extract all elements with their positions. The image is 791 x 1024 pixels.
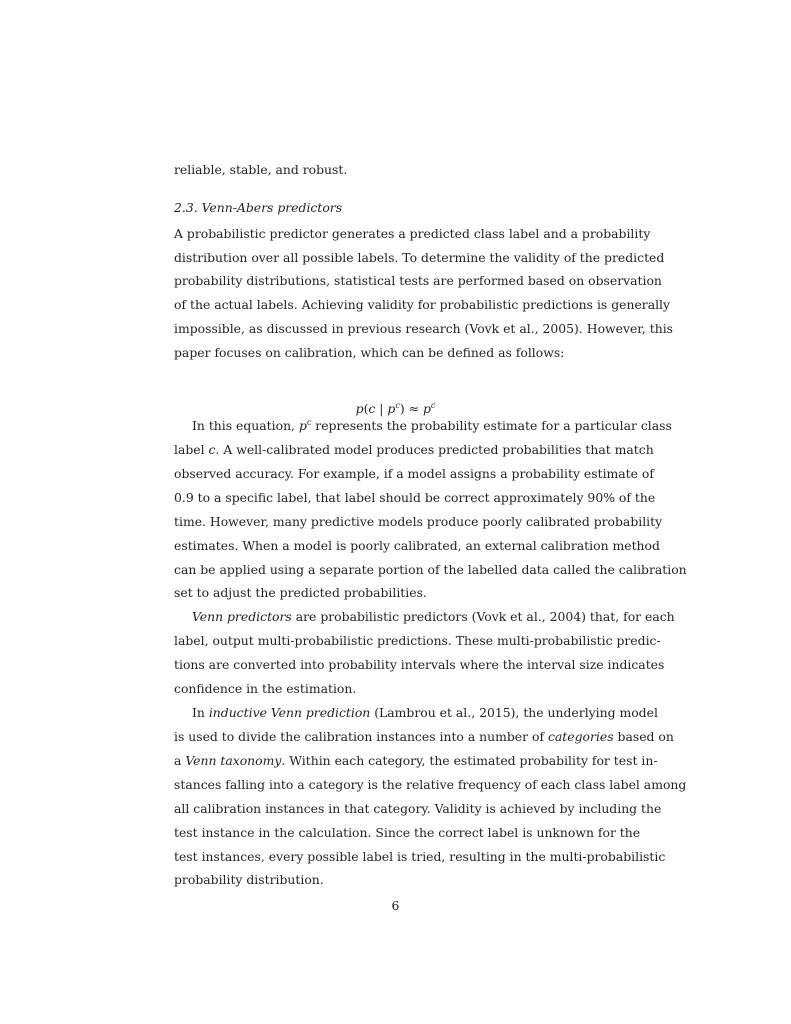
venn-line-3: tions are converted into probability intervals where the interval size indicates	[174, 657, 665, 672]
intro-line-3: probability distributions, statistical tests are performed based on observation	[174, 273, 662, 288]
venn-line-1: Venn predictors are probabilistic predictors (Vovk et al., 2004) that, for each	[192, 609, 675, 624]
previous-paragraph-tail: reliable, stable, and robust.	[174, 162, 348, 177]
intro-line-4: of the actual labels. Achieving validity for probabilistic predictions is generally	[174, 297, 671, 312]
calibration-line-6: estimates. When a model is poorly calibrated, an external calibration method	[174, 538, 660, 553]
calibration-line-3: observed accuracy. For example, if a model assigns a probability estimate of	[174, 466, 654, 481]
venn-line-2: label, output multi-probabilistic predictions. These multi-probabilistic predic-	[174, 633, 661, 648]
inductive-line-2: is used to divide the calibration instances into a number of categories based on	[174, 729, 674, 744]
inductive-line-1: In inductive Venn prediction (Lambrou et al., 2015), the underlying model	[192, 705, 658, 720]
section-number: 2.3.	[174, 200, 198, 215]
inductive-line-7: test instances, every possible label is tried, resulting in the multi-probabilistic	[174, 849, 666, 864]
calibration-line-4: 0.9 to a specific label, that label should be correct approximately 90% of the	[174, 490, 656, 505]
inductive-line-4: stances falling into a category is the relative frequency of each class label among	[174, 777, 687, 792]
calibration-line-1: In this equation, $p^c$ represents the probability estimate for a particular class	[192, 418, 672, 433]
calibration-line-2: label c. A well-calibrated model produces predicted probabilities that match	[174, 442, 654, 457]
section-heading	[174, 200, 342, 216]
calibration-line-5: time. However, many predictive models produce poorly calibrated probability	[174, 514, 663, 529]
intro-line-2: distribution over all possible labels. To determine the validity of the predicted	[174, 250, 665, 265]
intro-line-6: paper focuses on calibration, which can be defined as follows:	[174, 345, 565, 360]
inductive-line-6: test instance in the calculation. Since the correct label is unknown for the	[174, 825, 641, 840]
section-title: Venn-Abers predictors	[201, 200, 343, 215]
venn-line-4: confidence in the estimation.	[174, 681, 357, 696]
page-number: 6	[391, 898, 400, 913]
intro-line-5: impossible, as discussed in previous research (Vovk et al., 2005). However, this	[174, 321, 674, 336]
calibration-line-7: can be applied using a separate portion of the labelled data called the calibration	[174, 562, 687, 577]
calibration-line-8: set to adjust the predicted probabilities.	[174, 585, 427, 600]
calibration-equation: p(c | $p^c) \approx p^c$	[355, 401, 436, 416]
intro-line-1: A probabilistic predictor generates a predicted class label and a probability	[174, 226, 651, 241]
inductive-line-5: all calibration instances in that category. Validity is achieved by including the	[174, 801, 662, 816]
inductive-line-8: probability distribution.	[174, 872, 324, 887]
inductive-line-3: a Venn taxonomy. Within each category, the estimated probability for test in-	[174, 753, 658, 768]
